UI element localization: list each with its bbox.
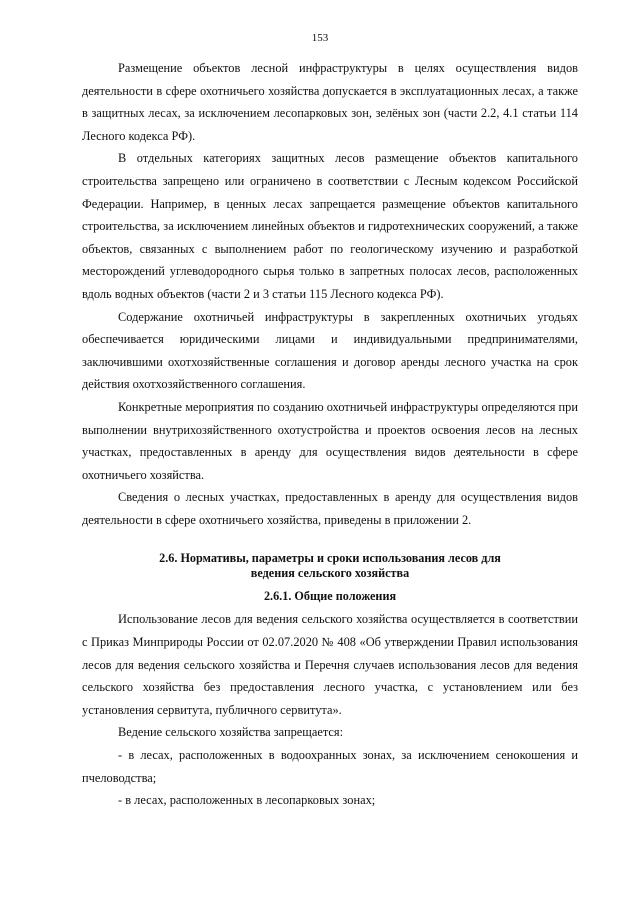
section-heading-line2: ведения сельского хозяйства [250,566,410,581]
list-item: - в лесах, расположенных в водоохранных зонах, за исключением сенокошения и пчеловодства; [82,748,578,785]
paragraph-specific-measures: Конкретные мероприятия по созданию охотничьей инфраструктуры определяются при выполнении внутрихозяйственного охотустройства и проектов освоения лесов на лесных участках, предоставленных в аренду для осуществления видов деятельности в сфере охотничьего хозяйства. [82,399,578,482]
paragraph-leased-plots: Сведения о лесных участках, предоставленных в аренду для осуществления видов деятельности в сфере охотничьего хозяйства, приведены в приложении 2. [82,490,578,527]
section-heading-line1: 2.6. Нормативы, параметры и сроки использования лесов для [159,551,501,566]
paragraph-hunting-infrastructure: Содержание охотничьей инфраструктуры в закрепленных охотничьих угодьях обеспечивается юридическими лицами и индивидуальными предпринимателями, заключившими охотхозяйственные соглашения и договор аренды лесного участка на срок действия охотхозяйственного соглашения. [82,309,578,392]
list-item: - в лесах, расположенных в лесопарковых зонах; [118,793,376,808]
paragraph-agriculture-use: Использование лесов для ведения сельского хозяйства осуществляется в соответствии с Приказ Минприроды России от 02.07.2020 № 408 «Об утверждении Правил использования лесов для ведения сельского хозяйства и Перечня случаев использования лесов для ведения сельского хозяйства без предоставления лесного участка, с установлением или без установления сервитута, публичного сервитута». [82,612,578,717]
paragraph-prohibited-intro: Ведение сельского хозяйства запрещается: [118,725,344,740]
paragraph-forest-infrastructure: Размещение объектов лесной инфраструктуры в целях осуществления видов деятельности в сфере охотничьего хозяйства допускается в эксплуатационных лесах, а также в защитных лесах, за исключением лесопарковых зон, зелёных зон (части 2.2, 4.1 статьи 114 Лесного кодекса РФ). [82,61,578,143]
page-content [82,57,578,812]
page-number: 153 [311,32,329,44]
section-heading [82,551,578,581]
paragraph-protective-forests: В отдельных категориях защитных лесов размещение объектов капитального строительства запрещено или ограничено в соответствии с Лесным кодексом Российской Федерации. Например, в ценных лесах запрещается размещение объектов капитального строительства, за исключением линейных объектов и гидротехнических сооружений, а также объектов, связанных с выполнением работ по геологическому изучению и разработкой месторождений углеводородного сырья только в запретных полосах лесов, расположенных вдоль водных объектов (части 2 и 3 статьи 115 Лесного кодекса РФ). [82,151,578,301]
subsection-heading: 2.6.1. Общие положения [263,589,397,604]
